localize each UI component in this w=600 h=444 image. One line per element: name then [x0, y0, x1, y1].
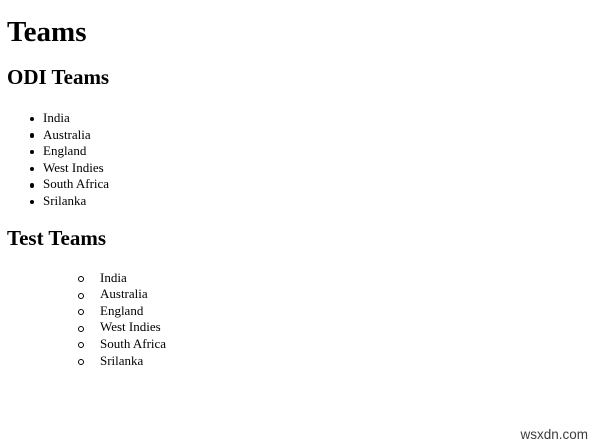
circle-bullet-icon [78, 342, 84, 348]
odi-teams-list [0, 110, 600, 210]
disc-bullet-icon [30, 133, 35, 138]
list-item-label: India [100, 269, 127, 285]
circle-bullet-icon [78, 309, 84, 315]
section-heading-test-teams: Test Teams [7, 225, 107, 250]
list-item-label: Srilanka [43, 192, 87, 208]
circle-bullet-icon [78, 276, 84, 282]
list-item [100, 270, 600, 287]
list-item [43, 176, 600, 193]
list-item-label: Srilanka [100, 352, 144, 368]
list-item-label: Australia [43, 126, 91, 142]
list-item [43, 160, 600, 177]
list-item-label: West Indies [43, 159, 104, 175]
circle-bullet-icon [78, 326, 84, 332]
list-item-label: South Africa [100, 335, 167, 351]
list-item-label: South Africa [43, 176, 110, 192]
circle-bullet-icon [78, 359, 84, 365]
section-heading-odi-teams: ODI Teams [7, 65, 110, 89]
circle-bullet-icon [78, 293, 84, 299]
list-item [100, 353, 600, 370]
disc-bullet-icon [30, 183, 35, 188]
list-item [100, 336, 600, 353]
list-item [43, 110, 600, 127]
list-item [100, 286, 600, 303]
list-item-label: England [100, 302, 144, 318]
list-item-label: West Indies [100, 319, 161, 335]
test-teams-list [0, 270, 600, 370]
list-item [43, 193, 600, 210]
page-title: Teams [7, 16, 87, 48]
disc-bullet-icon [30, 200, 35, 205]
list-item-label: India [43, 110, 70, 125]
disc-bullet-icon [30, 167, 35, 172]
list-item [100, 319, 600, 336]
list-item [43, 127, 600, 144]
disc-bullet-icon [30, 117, 35, 122]
document-page [0, 18, 600, 444]
list-item [43, 143, 600, 160]
list-item-label: Australia [100, 286, 148, 302]
disc-bullet-icon [30, 150, 35, 155]
list-item [100, 303, 600, 320]
list-item-label: England [43, 143, 87, 159]
watermark: wsxdn.com [520, 427, 588, 442]
